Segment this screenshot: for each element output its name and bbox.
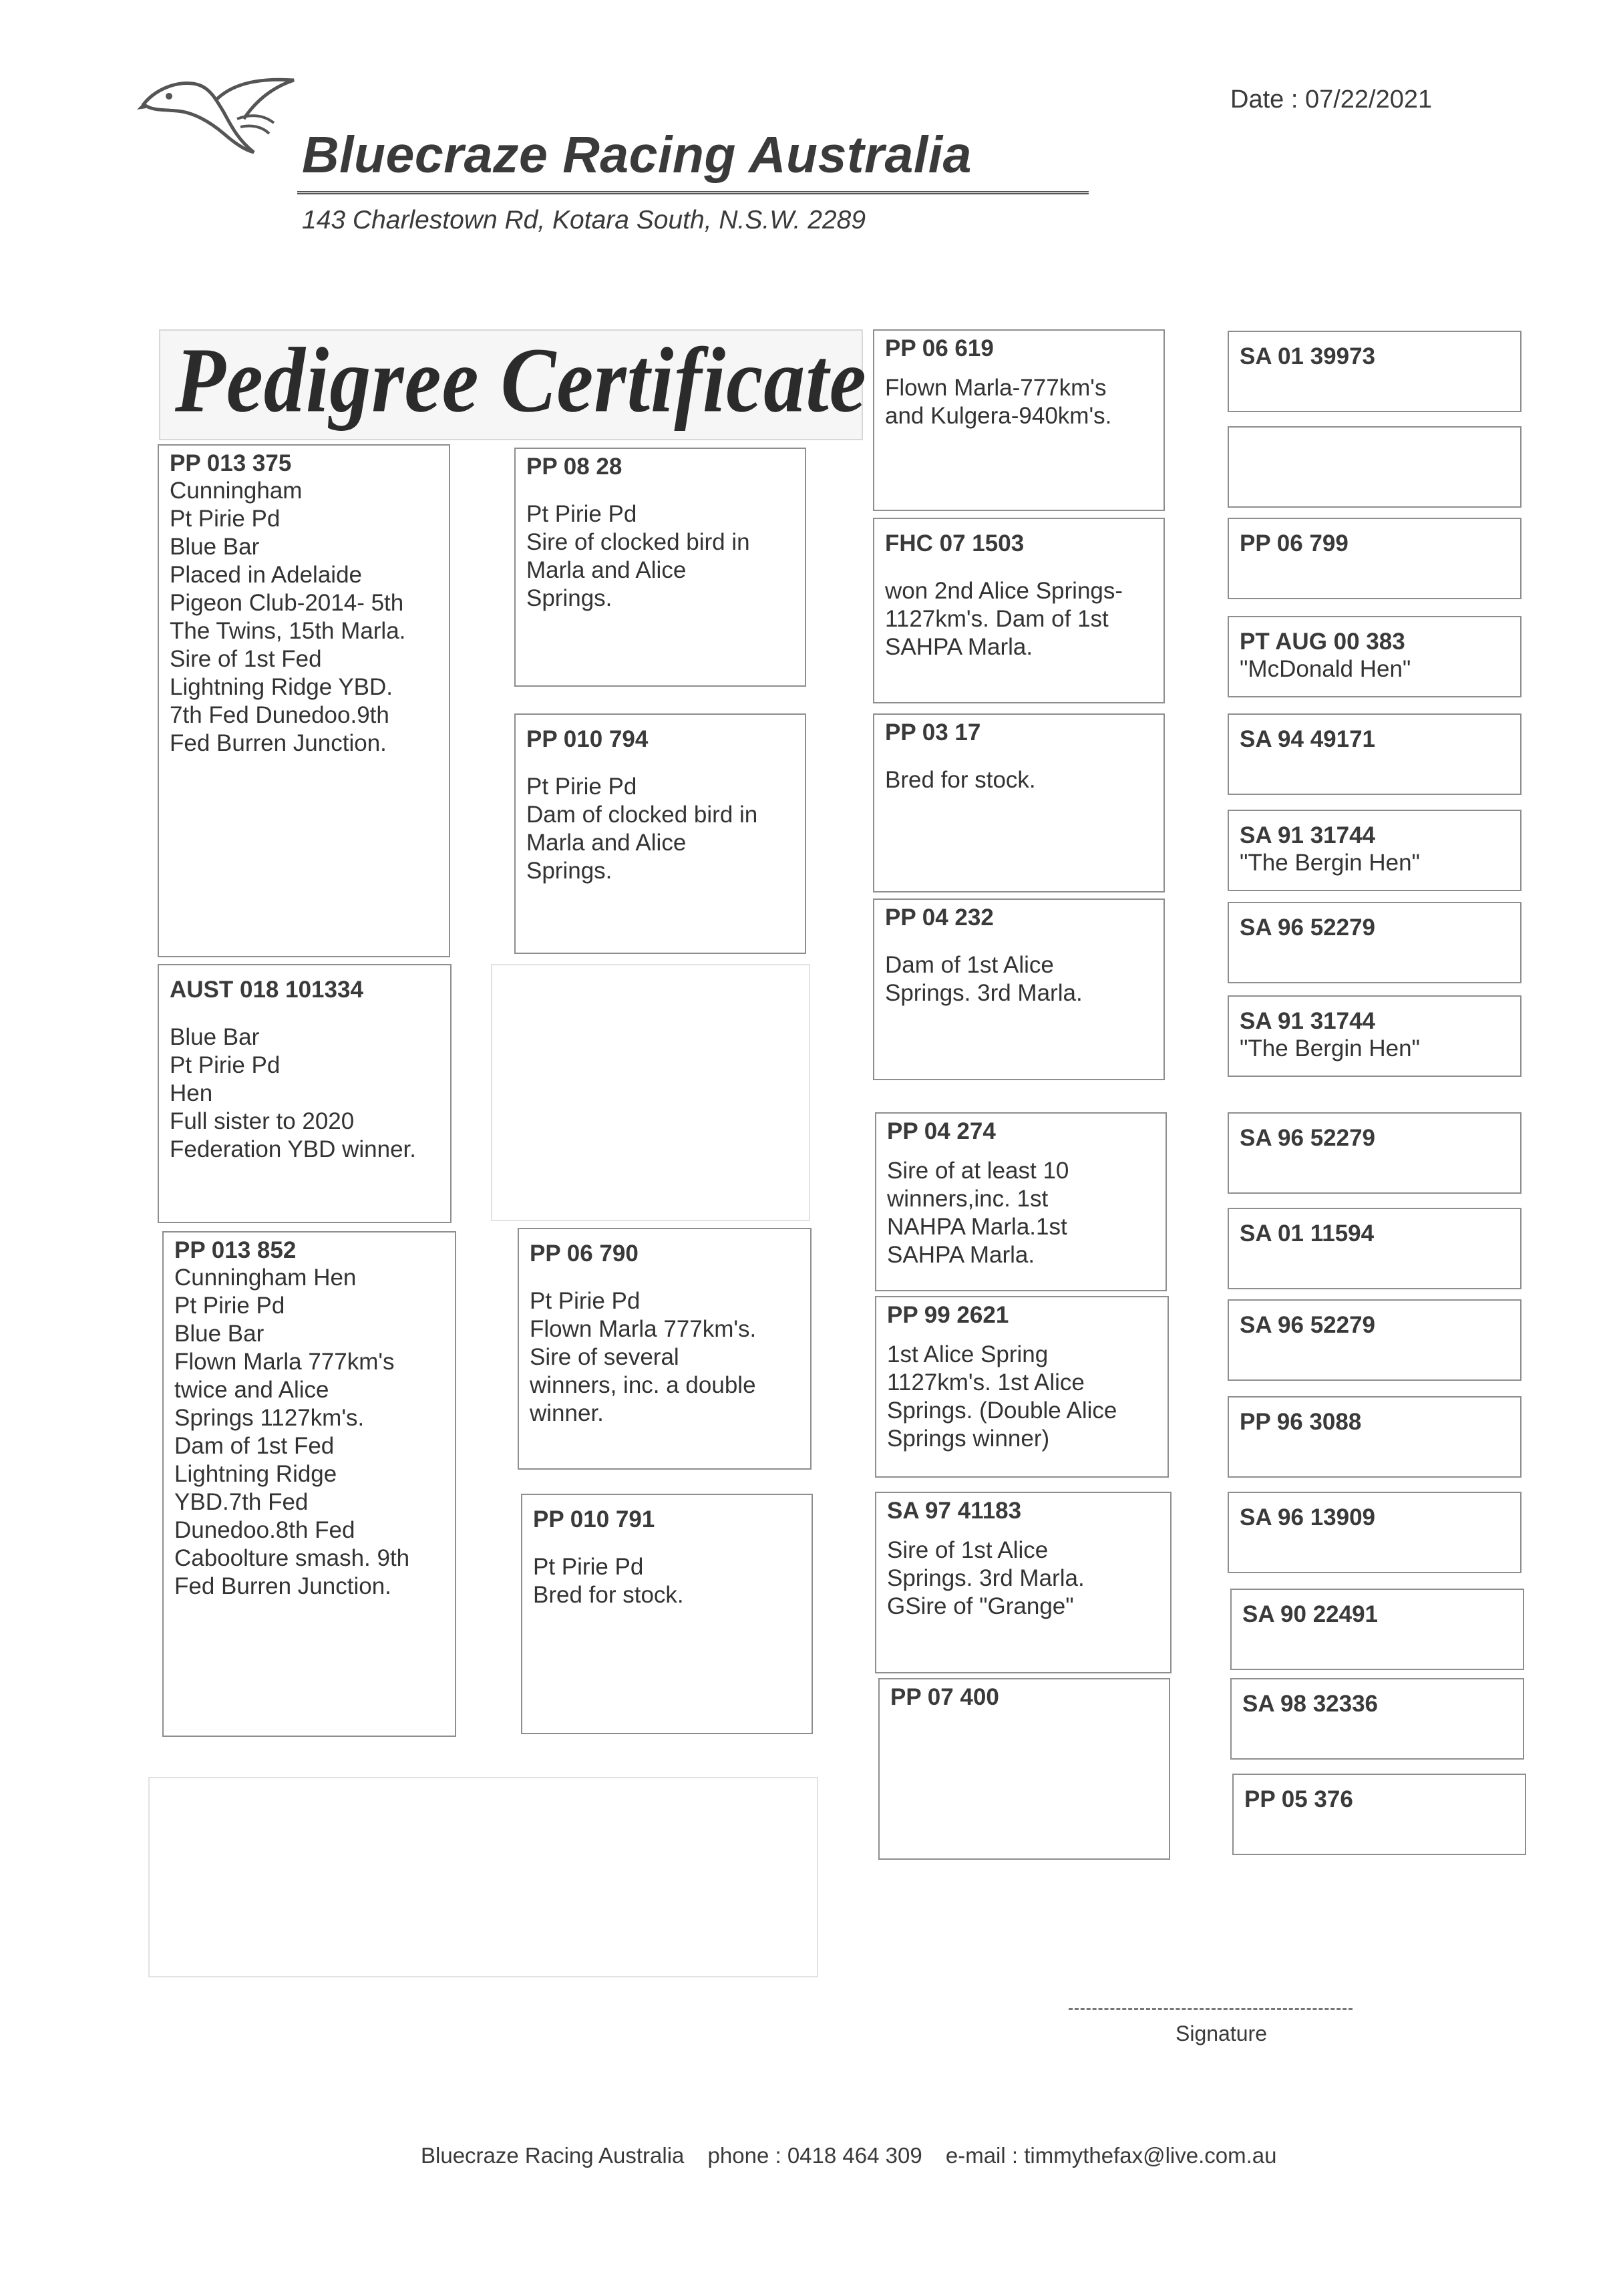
- footer-org: Bluecraze Racing Australia: [421, 2143, 685, 2168]
- signature-label: Signature: [1176, 2021, 1267, 2045]
- pedigree-gen4-box: [1230, 1678, 1524, 1760]
- bird-details: Pt Pirie Pd Flown Marla 777km's. Sire of several winners, inc. a double winner.: [530, 1287, 757, 1426]
- ring-number: PP 96 3088: [1240, 1409, 1362, 1435]
- ring-number: SA 91 31744: [1240, 822, 1376, 848]
- ring-number: SA 96 52279: [1240, 1125, 1376, 1151]
- pedigree-gen2-box: [518, 1228, 812, 1470]
- ring-number: FHC 07 1503: [885, 530, 1025, 556]
- date-value: 07/22/2021: [1304, 86, 1433, 114]
- ring-number: PP 05 376: [1244, 1786, 1353, 1812]
- bird-details: won 2nd Alice Springs- 1127km's. Dam of 1st SAHPA Marla.: [885, 577, 1123, 660]
- pedigree-gen4-box: [1228, 1112, 1522, 1194]
- bird-details: Sire of at least 10 winners,inc. 1st NAHPA Marla.1st SAHPA Marla.: [887, 1157, 1069, 1268]
- footer-email: e-mail : timmythefax@live.com.au: [945, 2143, 1277, 2168]
- pedigree-dam-box: [162, 1231, 456, 1737]
- bird-details: Flown Marla-777km's and Kulgera-940km's.: [885, 374, 1112, 429]
- ring-number: PP 08 28: [526, 454, 622, 480]
- bird-details: Blue Bar Pt Pirie Pd Hen Full sister to 2020 Federation YBD winner.: [170, 1023, 417, 1162]
- organization-name: Bluecraze Racing Australia: [302, 126, 972, 184]
- pedigree-gen3-box: [875, 1492, 1172, 1673]
- ring-number: PP 06 790: [530, 1241, 639, 1267]
- pedigree-sire-box: [158, 444, 450, 957]
- pedigree-gen4-box: [1228, 426, 1522, 508]
- ring-number: SA 01 11594: [1240, 1220, 1375, 1247]
- pedigree-gen3-box: [873, 713, 1165, 892]
- pedigree-gen3-box: [873, 898, 1165, 1080]
- pedigree-gen4-box: [1228, 1396, 1522, 1478]
- ring-number: AUST 018 101334: [170, 977, 363, 1003]
- ring-number: PP 03 17: [885, 719, 981, 746]
- footer-phone: phone : 0418 464 309: [707, 2143, 922, 2168]
- pedigree-gen2-box: [514, 448, 806, 687]
- ring-number: SA 91 31744: [1240, 1008, 1376, 1034]
- pedigree-gen3-box: [873, 518, 1165, 703]
- ring-number: SA 98 32336: [1242, 1691, 1379, 1717]
- bird-name: "The Bergin Hen": [1240, 1035, 1420, 1061]
- bird-details: Cunningham Pt Pirie Pd Blue Bar Placed in Adelaide Pigeon Club-2014- 5th The Twins, 15th Marla. Sire of 1st Fed Lightning Ridge YBD. 7th Fed Dunedoo.9th Fed Burren Junction.: [170, 477, 406, 756]
- pedigree-gen4-box: [1228, 616, 1522, 697]
- bird-details: Pt Pirie Pd Dam of clocked bird in Marla and Alice Springs.: [526, 773, 758, 884]
- bird-details: 1st Alice Spring 1127km's. 1st Alice Springs. (Double Alice Springs winner): [887, 1341, 1117, 1452]
- bird-details: Bred for stock.: [885, 766, 1036, 793]
- ring-number: PP 04 274: [887, 1118, 996, 1144]
- ring-number: SA 96 52279: [1240, 1312, 1376, 1338]
- pedigree-gen4-box: [1228, 902, 1522, 983]
- pedigree-gen4-box: [1230, 1589, 1524, 1670]
- bird-details: Pt Pirie Pd Bred for stock.: [533, 1553, 684, 1608]
- pedigree-gen4-box: [1228, 810, 1522, 891]
- pedigree-gen4-box: [1232, 1774, 1526, 1855]
- pedigree-gen4-box: [1228, 713, 1522, 795]
- ring-number: SA 01 39973: [1240, 343, 1376, 369]
- ring-number: PP 99 2621: [887, 1302, 1009, 1328]
- bird-details: Sire of 1st Alice Springs. 3rd Marla. GSire of "Grange": [887, 1536, 1085, 1619]
- ring-number: PP 04 232: [885, 905, 994, 931]
- notes-panel: [148, 1777, 818, 1977]
- ring-number: PP 010 794: [526, 726, 649, 752]
- bird-details: Cunningham Hen Pt Pirie Pd Blue Bar Flown Marla 777km's twice and Alice Springs 1127km's. Dam of 1st Fed Lightning Ridge YBD.7th Fed Dunedoo.8th Fed Caboolture smash. 9th Fed Burren Junction.: [174, 1264, 410, 1599]
- pedigree-gen4-box: [1228, 1492, 1522, 1573]
- ring-number: SA 97 41183: [887, 1498, 1022, 1524]
- pedigree-bird-box: [158, 964, 452, 1223]
- ring-number: SA 96 13909: [1240, 1504, 1376, 1530]
- pedigree-gen2-box: [514, 713, 806, 954]
- bird-details: Dam of 1st Alice Springs. 3rd Marla.: [885, 951, 1083, 1006]
- organization-address: 143 Charlestown Rd, Kotara South, N.S.W. 2289: [302, 206, 866, 234]
- ring-number: PP 013 852: [174, 1237, 297, 1263]
- ring-number: PP 06 619: [885, 335, 994, 361]
- pedigree-gen4-box: [1228, 1208, 1522, 1289]
- pedigree-gen3-box: [875, 1296, 1169, 1478]
- bird-logo-icon: [137, 72, 297, 172]
- ring-number: PP 07 400: [890, 1684, 999, 1710]
- ring-number: PT AUG 00 383: [1240, 629, 1405, 655]
- ring-number: SA 94 49171: [1240, 726, 1376, 752]
- pedigree-empty-box: [491, 964, 810, 1221]
- date-block: [1230, 86, 1432, 114]
- date-label: Date :: [1230, 86, 1298, 114]
- ring-number: PP 010 791: [533, 1506, 655, 1532]
- pedigree-gen4-box: [1228, 1299, 1522, 1381]
- ring-number: SA 96 52279: [1240, 915, 1376, 941]
- ring-number: SA 90 22491: [1242, 1601, 1379, 1627]
- pedigree-gen2-box: [521, 1494, 813, 1734]
- signature-line: [1069, 2008, 1353, 2010]
- header-divider: [297, 191, 1089, 194]
- bird-name: "The Bergin Hen": [1240, 849, 1420, 876]
- pedigree-gen4-box: [1228, 331, 1522, 412]
- ring-number: PP 013 375: [170, 450, 292, 476]
- footer-contact: [421, 2143, 1294, 2168]
- pedigree-gen3-box: [873, 329, 1165, 511]
- pedigree-gen3-box: [875, 1112, 1167, 1291]
- bird-details: Pt Pirie Pd Sire of clocked bird in Marla and Alice Springs.: [526, 500, 750, 611]
- certificate-title: Pedigree Certificate: [175, 329, 867, 432]
- pedigree-gen4-box: [1228, 518, 1522, 599]
- pedigree-gen3-box: [878, 1678, 1170, 1860]
- ring-number: PP 06 799: [1240, 530, 1349, 556]
- pedigree-gen4-box: [1228, 995, 1522, 1077]
- bird-name: "McDonald Hen": [1240, 655, 1411, 682]
